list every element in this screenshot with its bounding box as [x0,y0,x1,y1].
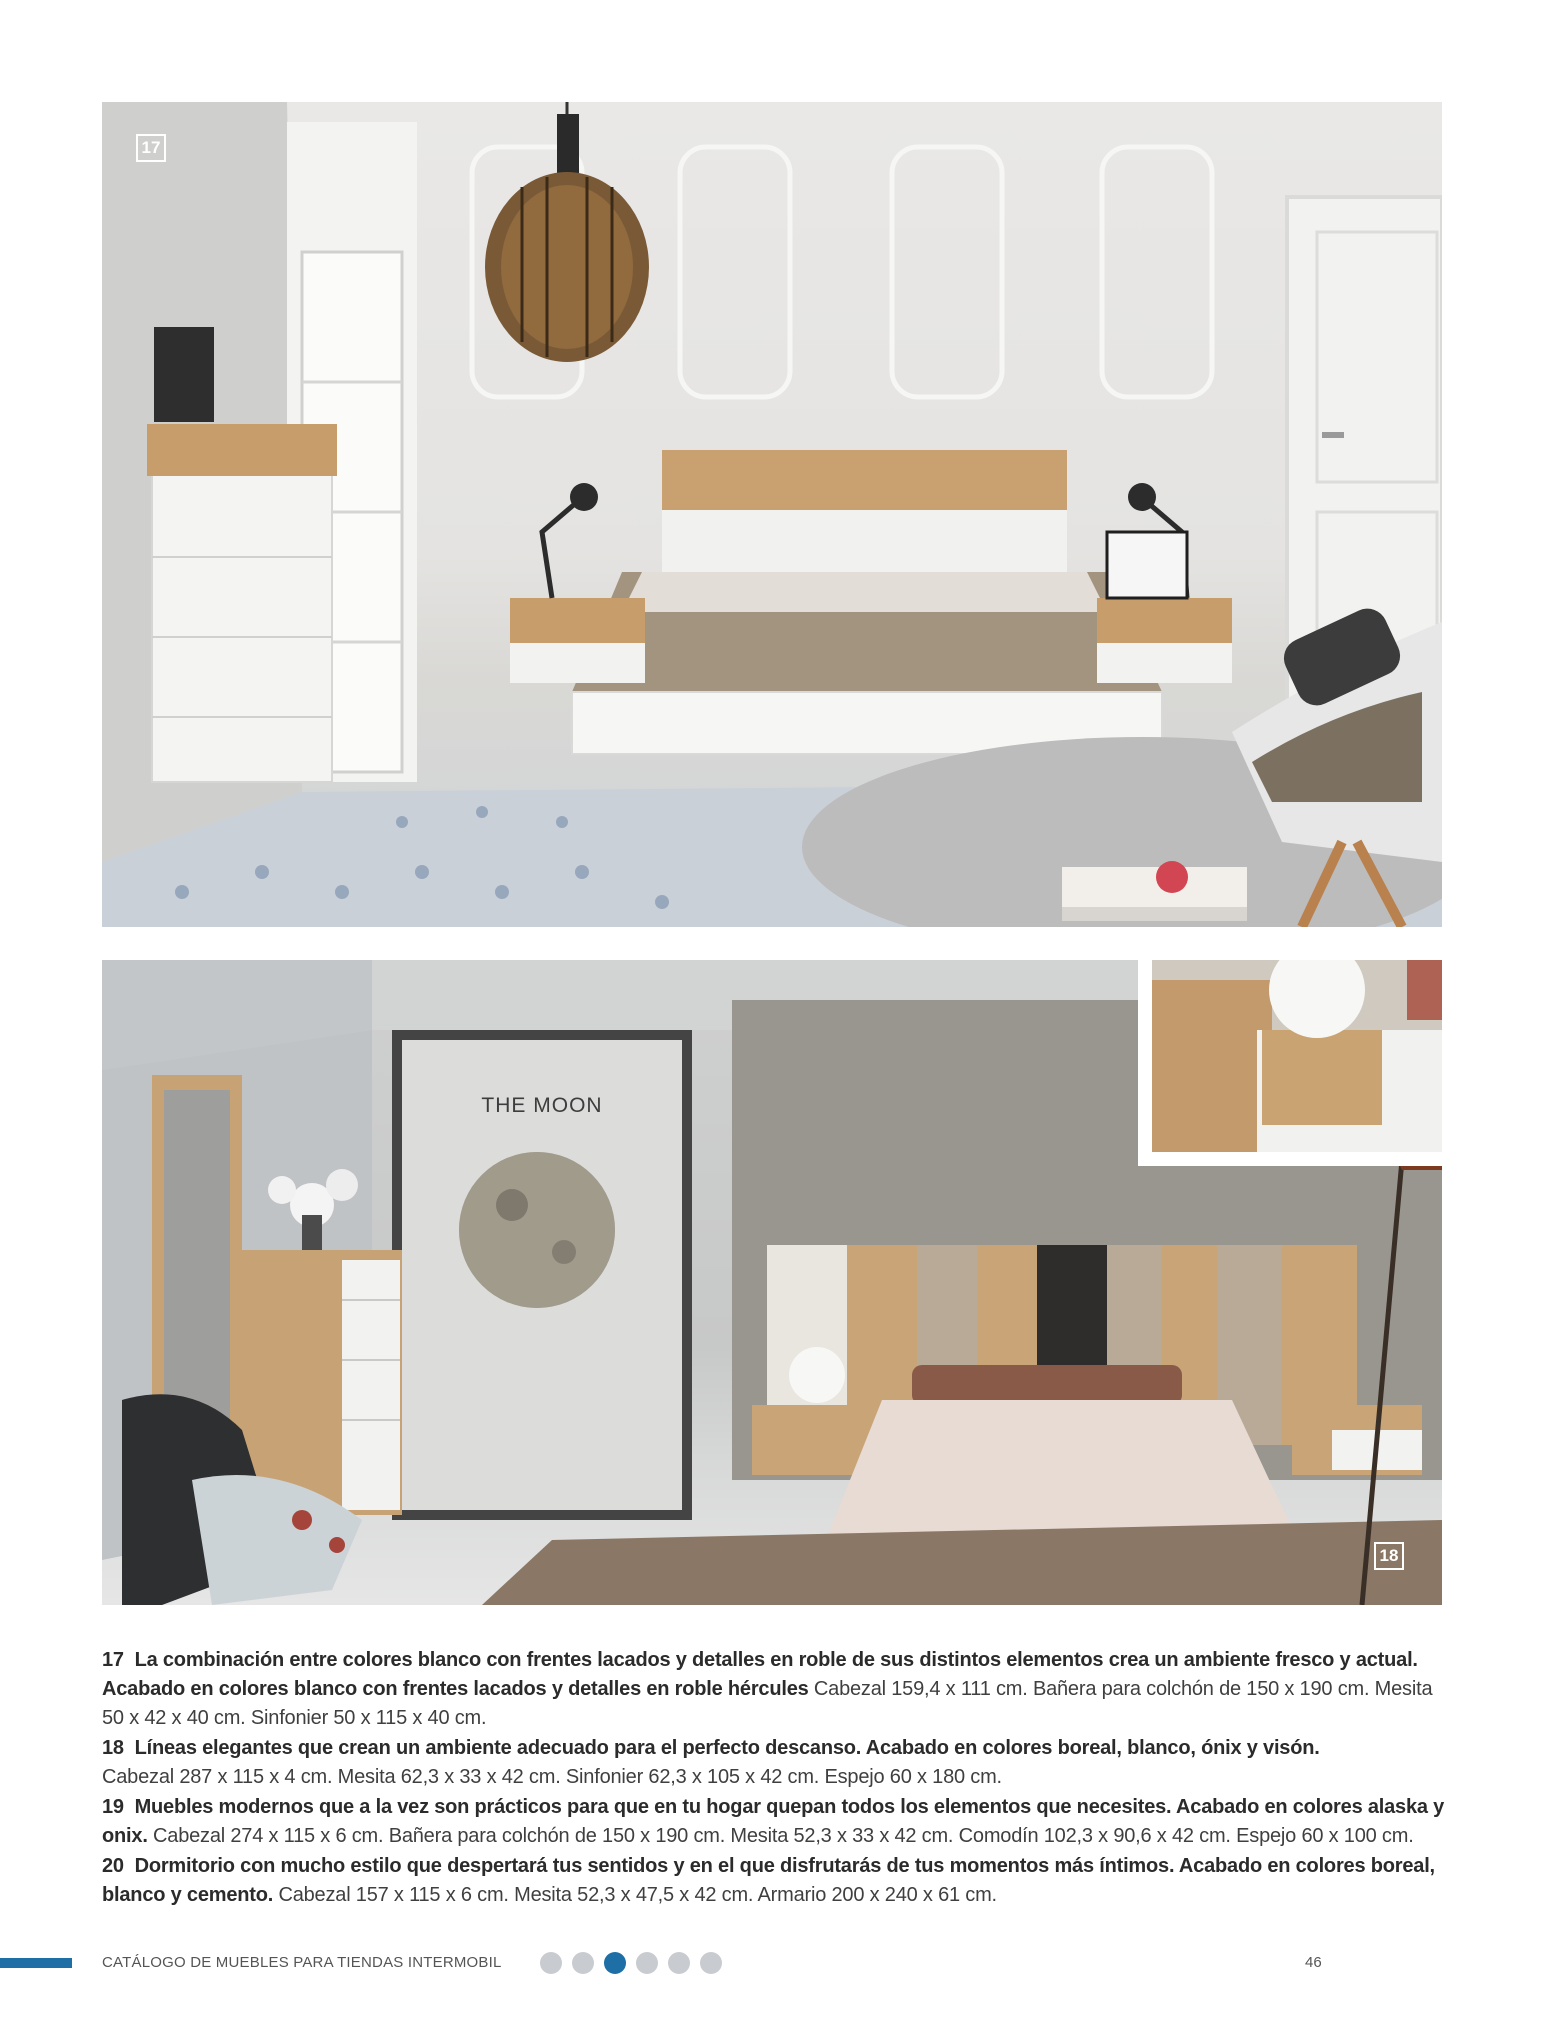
caption-bold-text: Muebles modernos que a la vez son prácticos para que en tu hogar quepan todos los elementos que necesites. Acabado en colores alaska y onix. [102,1796,1445,1847]
page-dot [700,1952,722,1974]
caption-20 [102,1852,1447,1910]
bedroom-scene-17 [102,102,1442,927]
caption-number: 19 [102,1796,124,1818]
caption-dimensions: Cabezal 159,4 x 111 cm. Bañera para colchón de 150 x 190 cm. Mesita 50 x 42 x 40 cm. Sinfonier 50 x 115 x 40 cm. [102,1678,1433,1729]
caption-dimensions: Cabezal 287 x 115 x 4 cm. Mesita 62,3 x 33 x 42 cm. Sinfonier 62,3 x 105 x 42 cm. Espejo 60 x 180 cm. [102,1766,1002,1788]
page-dot [540,1952,562,1974]
bedroom-photo-17 [102,102,1442,927]
caption-number: 17 [102,1649,124,1671]
caption-bold-text: La combinación entre colores blanco con frentes lacados y detalles en roble de sus distintos elementos crea un ambiente fresco y actual. Acabado en colores blanco con frentes lacados y detalles en roble hércules [102,1649,1418,1700]
page-dot [668,1952,690,1974]
caption-19 [102,1793,1447,1851]
caption-number: 20 [102,1855,124,1877]
caption-number: 18 [102,1737,124,1759]
caption-bold-text: Dormitorio con mucho estilo que despertará tus sentidos y en el que disfrutarás de tus momentos más íntimos. Acabado en colores boreal, blanco y cemento. [102,1855,1435,1906]
caption-17 [102,1646,1447,1733]
headboard-detail-inset [1138,960,1442,1166]
page-dot [572,1952,594,1974]
footer-accent-bar [0,1958,72,1968]
poster-title: THE MOON [481,1094,603,1117]
page-dot-active [604,1952,626,1974]
photo-number-17: 17 [136,134,166,162]
headboard-detail-image [1152,960,1442,1152]
caption-dimensions: Cabezal 274 x 115 x 6 cm. Bañera para colchón de 150 x 190 cm. Mesita 52,3 x 33 x 42 cm. Comodín 102,3 x 90,6 x 42 cm. Espejo 60 x 100 cm. [153,1825,1414,1847]
photo-number-18: 18 [1374,1542,1404,1570]
page-indicator-dots [540,1952,722,1974]
page-dot [636,1952,658,1974]
catalog-title: CATÁLOGO DE MUEBLES PARA TIENDAS INTERMOBIL [102,1954,502,1971]
caption-dimensions: Cabezal 157 x 115 x 6 cm. Mesita 52,3 x 47,5 x 42 cm. Armario 200 x 240 x 61 cm. [278,1884,997,1906]
caption-18 [102,1734,1447,1792]
caption-bold-text: Líneas elegantes que crean un ambiente adecuado para el perfecto descanso. Acabado en colores boreal, blanco, ónix y visón. [134,1737,1320,1759]
captions-block [102,1646,1447,1911]
page-number: 46 [1305,1954,1322,1971]
